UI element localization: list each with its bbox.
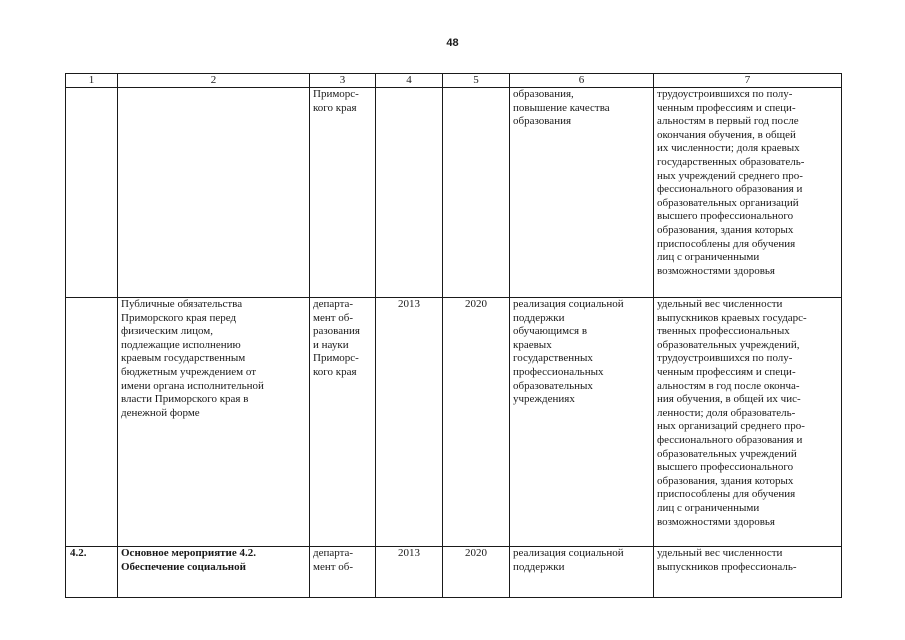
cell-measure: Публичные обязательства Приморского края перед физическим лицом, подлежащие исполнению краевым государственным бюджетным учреждением от имени органа исполнительной власти Приморского края в денежной форме [118,298,310,547]
cell-expected-result: реализация социальной поддержки [510,547,654,598]
column-header-6: 6 [510,74,654,88]
cell-end-year: 2020 [443,298,510,547]
cell-indicator: удельный вес численности выпускников краевых государс- твенных профессиональных образовательных учреждений, трудоустроившихся по полу- ченным профессиям и специ- альностям в год после оконча- ния обучения, в общей их чис- ленности; доля образователь- ных организаций среднего про- фессионального образования и образовательных учреждений высшего профессионального образования, здания которых приспособлены для обучения лиц с ограниченными возможностями здоровья [654,298,842,547]
table-row [66,547,842,598]
column-header-3: 3 [310,74,376,88]
cell-executor: департа- мент об- [310,547,376,598]
program-table [65,73,842,598]
page-number: 48 [446,37,459,49]
column-header-1: 1 [66,74,118,88]
column-header-4: 4 [376,74,443,88]
table-header-row [66,74,842,88]
cell-start-year [376,88,443,298]
table-row [66,88,842,298]
column-header-5: 5 [443,74,510,88]
cell-indicator: трудоустроившихся по полу- ченным профессиям и специ- альностям в первый год после окончания обучения, в общей их численности; доля краевых государственных образователь- ных учреждений среднего про- фессионального образования и образовательных организаций высшего профессионального образования, здания которых приспособлены для обучения лиц с ограниченными возможностями здоровья [654,88,842,298]
cell-start-year: 2013 [376,298,443,547]
column-header-2: 2 [118,74,310,88]
cell-end-year [443,88,510,298]
cell-start-year: 2013 [376,547,443,598]
table-row [66,298,842,547]
cell-number: 4.2. [66,547,118,598]
cell-expected-result: образования, повышение качества образования [510,88,654,298]
cell-measure [118,88,310,298]
cell-measure: Основное мероприятие 4.2. Обеспечение социальной [118,547,310,598]
cell-executor: департа- мент об- разования и науки Приморс- кого края [310,298,376,547]
cell-number [66,298,118,547]
cell-expected-result: реализация социальной поддержки обучающимся в краевых государственных профессиональных образовательных учреждениях [510,298,654,547]
cell-indicator: удельный вес численности выпускников профессиональ- [654,547,842,598]
cell-executor: Приморс- кого края [310,88,376,298]
cell-number [66,88,118,298]
column-header-7: 7 [654,74,842,88]
cell-end-year: 2020 [443,547,510,598]
